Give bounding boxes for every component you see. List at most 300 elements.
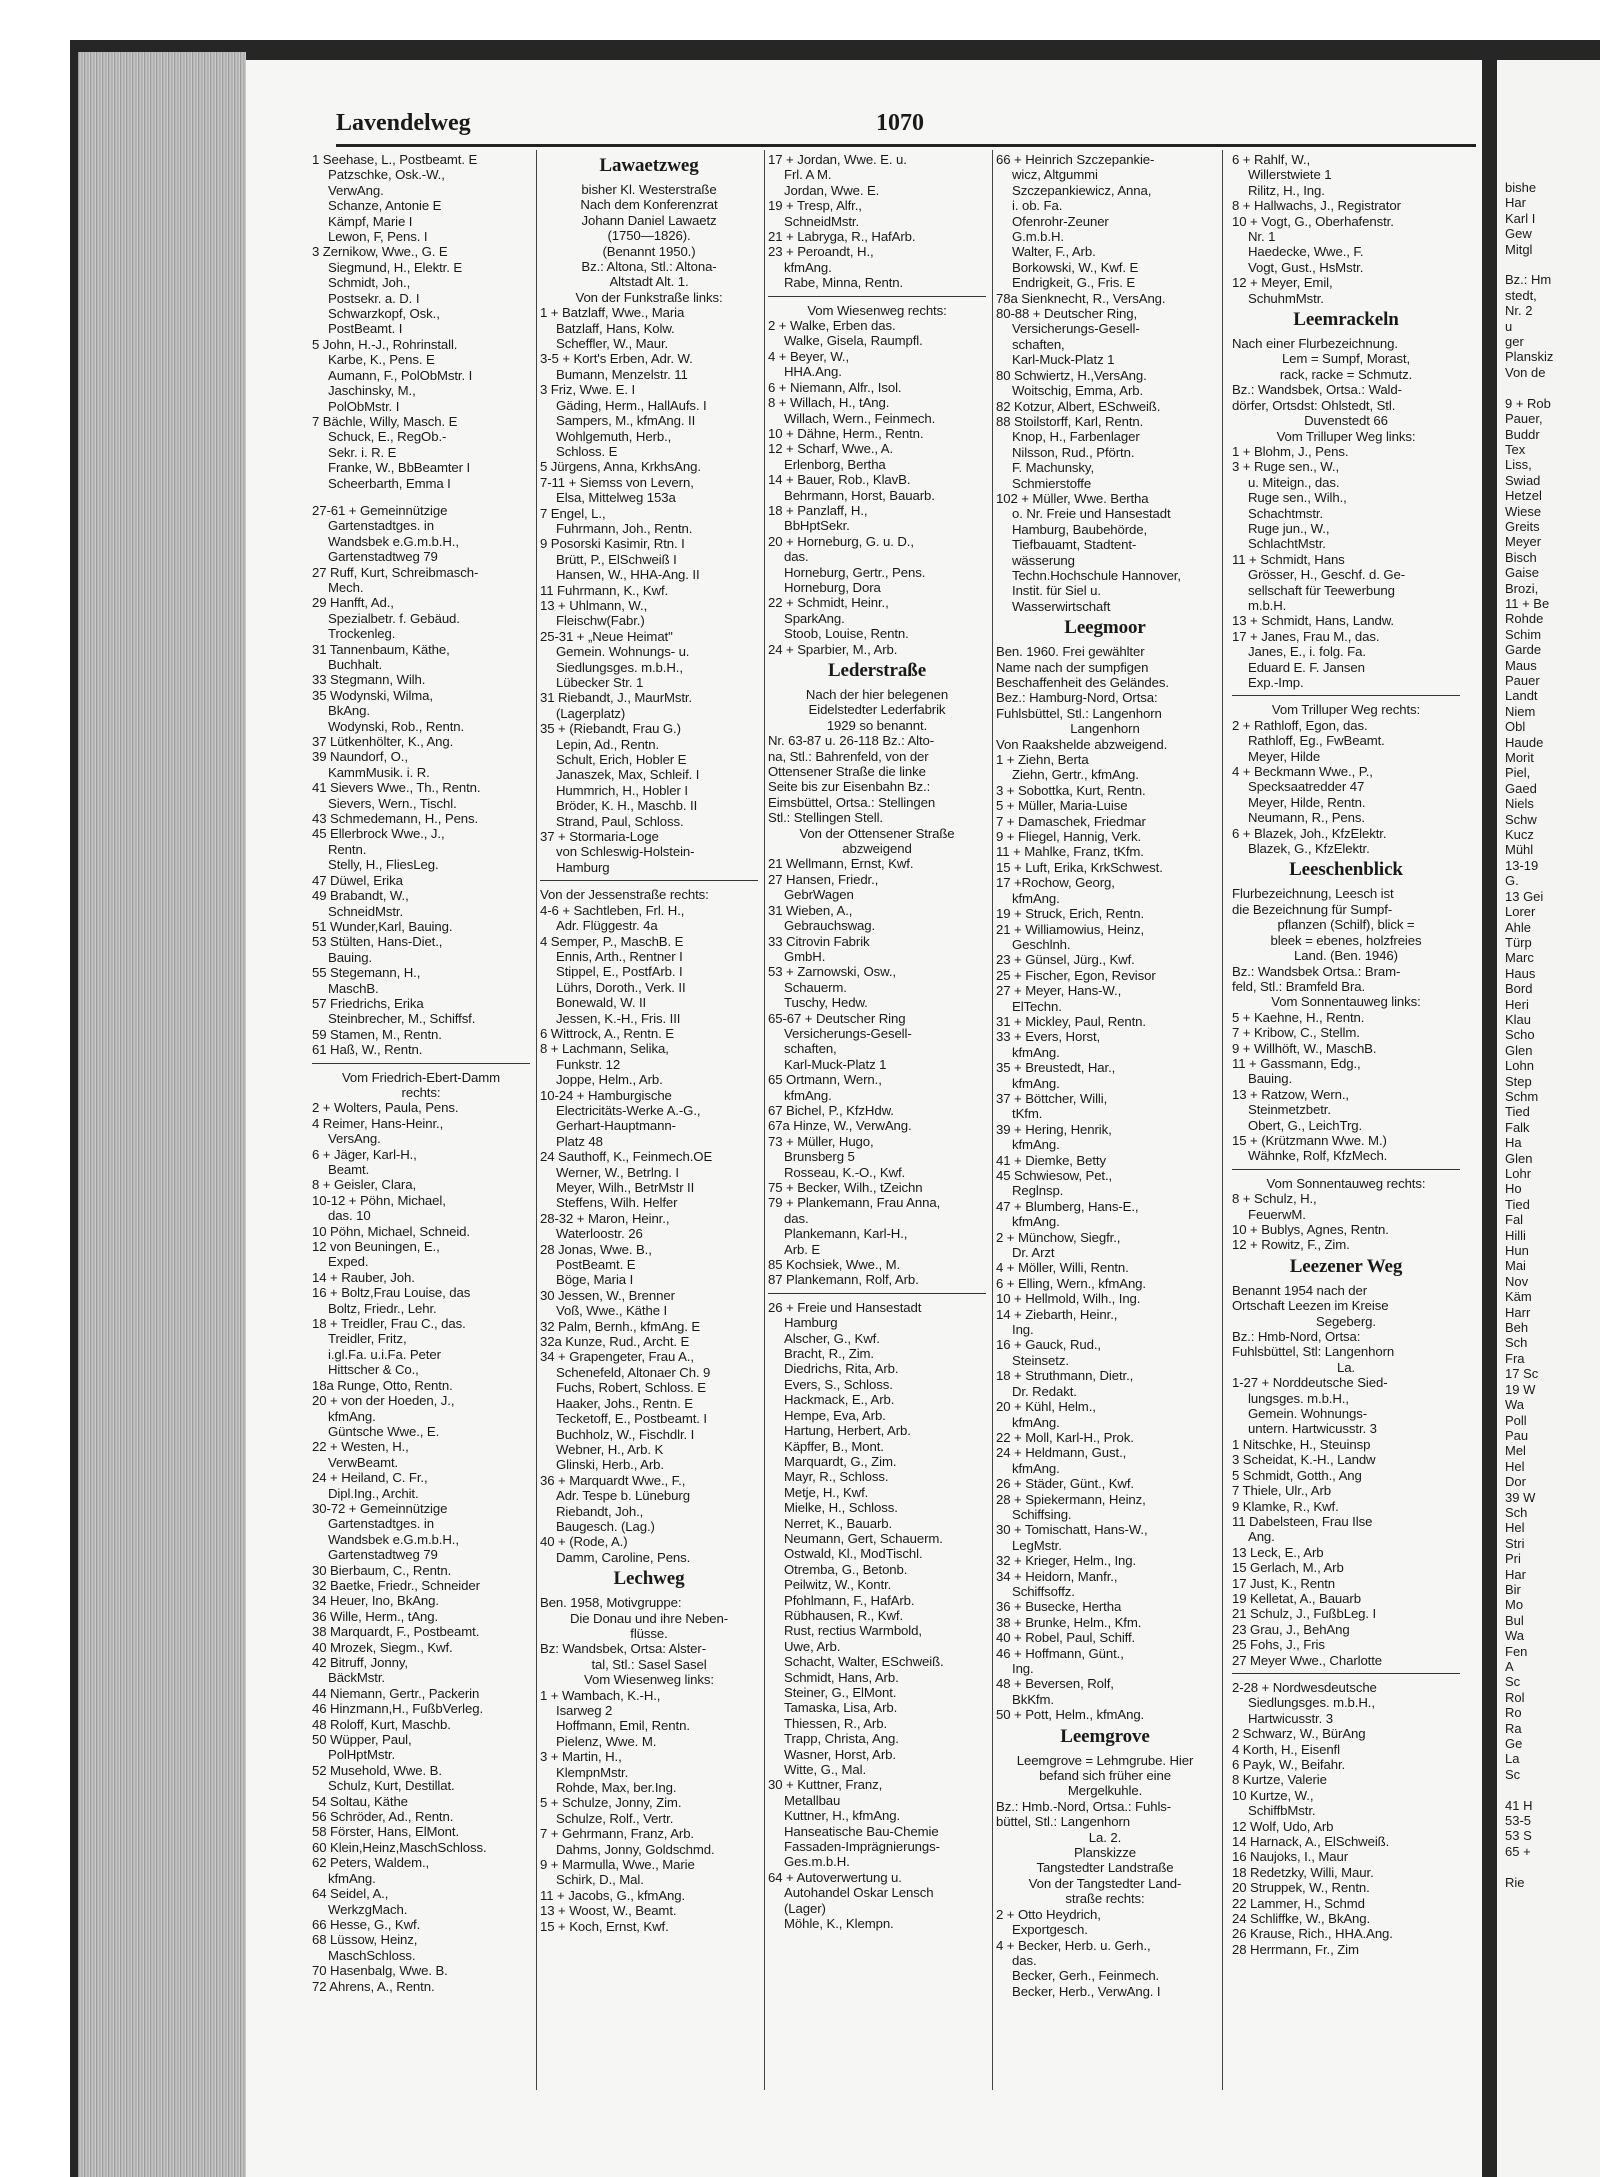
adjacent-fragment: Fal (1505, 1212, 1524, 1228)
resident-line: lungsges. m.b.H., (1248, 1390, 1349, 1406)
address-entry: 11 + Jacobs, G., kfmAng. (540, 1887, 686, 1903)
address-entry: 2 + Münchow, Siegfr., (996, 1229, 1121, 1245)
spacer (312, 491, 530, 503)
street-note: rechts: (401, 1084, 441, 1100)
adjacent-fragment: Greits (1505, 518, 1540, 534)
resident-line: Metallbau (784, 1792, 841, 1808)
address-entry: 13 + Woost, W., Beamt. (540, 1903, 677, 1919)
address-entry: 4 + Möller, Willi, Rentn. (996, 1260, 1129, 1276)
address-entry: 12 Wolf, Udo, Arb (1232, 1818, 1334, 1834)
address-entry: 11 + Mahlke, Franz, tKfm. (996, 844, 1144, 860)
street-note: 1929 so benannt. (826, 717, 928, 733)
resident-line: Meyer, Wilh., BetrMstr II (556, 1180, 695, 1195)
resident-line: Wasner, Horst, Arb. (784, 1746, 896, 1762)
adjacent-fragment: Hel (1505, 1520, 1525, 1536)
address-entry: 39 Naundorf, O., (312, 749, 408, 765)
adjacent-fragment: Von de (1505, 364, 1546, 380)
resident-line: Nr. 1 (1248, 229, 1276, 245)
resident-line: Janaszek, Max, Schleif. I (556, 767, 700, 783)
address-entry: Bz: Wandsbek, Ortsa: Alster- (540, 1641, 707, 1657)
adjacent-fragment: 53 S (1505, 1828, 1532, 1844)
resident-line: BkAng. (328, 703, 370, 719)
address-entry: 35 + Breustedt, Har., (996, 1060, 1116, 1076)
adjacent-fragment: Stri (1505, 1535, 1525, 1551)
resident-line: (Lagerplatz) (556, 705, 626, 721)
resident-line: Ennis, Arth., Rentner I (556, 948, 683, 964)
adjacent-fragment: 19 W (1505, 1381, 1536, 1397)
address-entry: 7-11 + Siemss von Levern, (540, 474, 694, 490)
address-entry: 18a Runge, Otto, Rentn. (312, 1377, 453, 1393)
resident-line: MaschSchloss. (328, 1947, 416, 1963)
resident-line: Scheffler, W., Maur. (556, 336, 669, 352)
resident-line: wässerung (1012, 552, 1075, 568)
resident-line: Adr. Tespe b. Lüneburg (556, 1488, 690, 1504)
resident-line: das. (784, 549, 809, 565)
resident-line: schaften, (784, 1041, 837, 1057)
resident-line: von Schleswig-Holstein- (556, 844, 695, 860)
adjacent-fragment: Bord (1505, 981, 1533, 997)
street-note: Mergelkuhle. (1067, 1783, 1143, 1799)
address-entry: 46 + Hoffmann, Günt., (996, 1645, 1124, 1661)
resident-line: Elsa, Mittelweg 153a (556, 490, 676, 506)
address-entry: 10-24 + Hamburgische (540, 1087, 672, 1103)
street-note: Nach dem Konferenzrat (580, 197, 718, 213)
adjacent-fragment: Nov (1505, 1273, 1529, 1289)
adjacent-fragment: La (1505, 1751, 1520, 1767)
resident-line: Schacht, Walter, ESchweiß. (784, 1654, 944, 1670)
adjacent-fragment: Pri (1505, 1551, 1521, 1567)
address-entry: 20 + Kühl, Helm., (996, 1399, 1096, 1415)
address-entry: 85 Kochsiek, Wwe., M. (768, 1257, 901, 1273)
address-entry: 13 Leck, E., Arb (1232, 1544, 1324, 1560)
address-entry: Bz.: Wandsbek, Ortsa.: Wald- (1232, 382, 1402, 398)
address-entry: 25-31 + „Neue Heimat" (540, 628, 673, 644)
resident-line: Otremba, G., Betonb. (784, 1561, 908, 1577)
address-entry: 35 Wodynski, Wilma, (312, 687, 433, 703)
resident-line: Hanseatische Bau-Chemie (784, 1823, 939, 1839)
adjacent-fragment: Haude (1505, 734, 1544, 750)
resident-line: Schulze, Rolf., Vertr. (556, 1810, 674, 1826)
adjacent-fragment: Lohr (1505, 1166, 1532, 1181)
resident-line: kfmAng. (1012, 1460, 1060, 1476)
street-note: Vom Sonnentauweg links: (1271, 994, 1421, 1010)
directory-column-2 (540, 152, 758, 1934)
address-entry: 80-88 + Deutscher Ring, (996, 306, 1138, 322)
address-entry: 2 + Wolters, Paula, Pens. (312, 1100, 459, 1116)
adjacent-fragment: Step (1505, 1073, 1532, 1089)
address-entry: 44 Niemann, Gertr., Packerin (312, 1685, 480, 1701)
address-entry: 53 + Zarnowski, Osw., (768, 964, 896, 980)
resident-line: Arb. E (784, 1241, 821, 1257)
section-rule (768, 1293, 986, 1294)
resident-line: Möhle, K., Klempn. (784, 1916, 894, 1932)
address-entry: 53 Stülten, Hans-Diet., (312, 934, 443, 950)
resident-line: kfmAng. (1012, 1075, 1060, 1091)
street-note: tal, Stl.: Sasel Sasel (591, 1656, 707, 1672)
resident-line: Platz 48 (556, 1133, 603, 1149)
address-entry: 8 + Schulz, H., (1232, 1191, 1317, 1207)
resident-line: Karl-Muck-Platz 1 (784, 1056, 887, 1072)
address-entry: 51 Wunder,Karl, Bauing. (312, 918, 453, 934)
resident-line: Webner, H., Arb. K (556, 1441, 664, 1457)
address-entry: 72 Ahrens, A., Rentn. (312, 1978, 435, 1994)
address-entry: 65 Ortmann, Wern., (768, 1072, 882, 1088)
address-entry: 21 Wellmann, Ernst, Kwf. (768, 856, 914, 872)
resident-line: SchlachtMstr. (1248, 536, 1326, 552)
address-entry: 66 + Heinrich Szczepankie- (996, 152, 1155, 167)
address-entry: 13 + Ratzow, Wern., (1232, 1086, 1349, 1102)
resident-line: Schachtmstr. (1248, 505, 1324, 521)
resident-line: Wandsbek e.G.m.b.H., (328, 1531, 459, 1547)
resident-line: Electricitäts-Werke A.-G., (556, 1102, 701, 1118)
adjacent-fragment: Bisch (1505, 549, 1537, 565)
address-entry: 1 + Wambach, K.-H., (540, 1687, 661, 1703)
directory-column-1 (312, 152, 530, 1994)
adjacent-fragment: Poll (1505, 1412, 1527, 1428)
adjacent-fragment: Sch (1505, 1504, 1528, 1520)
adjacent-fragment: ger (1505, 334, 1524, 350)
street-note: Johann Daniel Lawaetz (581, 212, 717, 228)
address-entry: 10 + Bublys, Agnes, Rentn. (1232, 1222, 1389, 1237)
address-entry: die Bezeichnung für Sumpf- (1232, 901, 1393, 917)
resident-line: Dr. Redakt. (1012, 1383, 1077, 1399)
adjacent-fragment: Gaise (1505, 565, 1539, 581)
address-entry: 33 Citrovin Fabrik (768, 933, 870, 949)
address-entry: 48 + Beversen, Rolf, (996, 1676, 1114, 1692)
address-entry: 5 + Müller, Maria-Luise (996, 798, 1128, 814)
resident-line: Behrmann, Horst, Bauarb. (784, 487, 935, 503)
resident-line: Ziehn, Gertr., kfmAng. (1012, 767, 1139, 783)
street-note: Duvenstedt 66 (1304, 413, 1388, 429)
address-entry: 4 + Beckmann Wwe., P., (1232, 764, 1373, 780)
resident-line: BäckMstr. (328, 1670, 385, 1686)
address-entry: 30 + Kuttner, Franz, (768, 1777, 883, 1793)
address-entry: 17 +Rochow, Georg, (996, 875, 1115, 891)
adjacent-page-text (1505, 180, 1553, 1890)
street-note: (Benannt 1950.) (602, 243, 696, 259)
resident-line: Güntsche Wwe., E. (328, 1423, 440, 1439)
resident-line: Jessen, K.-H., Fris. III (556, 1010, 681, 1026)
resident-line: Kuttner, H., kfmAng. (784, 1808, 901, 1824)
address-entry: 9 + Fliegel, Hannig, Verk. (996, 829, 1142, 845)
address-entry: 14 + Bauer, Rob., KlavB. (768, 472, 911, 488)
address-entry: 15 + Koch, Ernst, Kwf. (540, 1918, 669, 1934)
resident-line: kfmAng. (328, 1408, 376, 1424)
address-entry: 21 + Labryga, R., HafArb. (768, 229, 916, 245)
adjacent-fragment: Sc (1505, 1674, 1521, 1690)
resident-line: Schmidt, Joh., (328, 275, 411, 291)
resident-line: Sampers, M., kfmAng. II (556, 413, 696, 429)
resident-line: Rohde, Max, ber.Ing. (556, 1780, 677, 1796)
resident-line: Versicherungs-Gesell- (784, 1025, 912, 1041)
resident-line: SchuhmMstr. (1248, 290, 1324, 306)
address-entry: 37 + Böttcher, Willi, (996, 1090, 1108, 1106)
resident-line: KammMusik. i. R. (328, 764, 430, 780)
adjacent-fragment: Tied (1505, 1104, 1530, 1120)
address-entry: 19 + Struck, Erich, Rentn. (996, 906, 1145, 922)
street-note: Leemgrove = Lehmgrube. Hier (1016, 1752, 1194, 1768)
resident-line: Meyer, Hilde (1248, 748, 1321, 764)
resident-line: PolObMstr. I (328, 398, 400, 414)
resident-line: Franke, W., BbBeamter I (328, 460, 471, 476)
resident-line: Steinsetz. (1012, 1352, 1069, 1368)
street-note: rack, racke = Schmutz. (1279, 366, 1413, 382)
resident-line: Rathloff, Eg., FwBeamt. (1248, 733, 1385, 749)
resident-line: Sievers, Wern., Tischl. (328, 795, 457, 811)
adjacent-fragment: Ro (1505, 1705, 1522, 1721)
resident-line: Blazek, G., KfzElektr. (1248, 841, 1370, 857)
street-note: Vom Sonnentauweg rechts: (1266, 1175, 1426, 1191)
address-entry: 39 + Hering, Henrik, (996, 1121, 1112, 1137)
resident-line: Gemein. Wohnungs- u. (556, 644, 690, 660)
address-entry: 7 + Gehrmann, Franz, Arb. (540, 1826, 694, 1842)
resident-line: Gartenstadtweg 79 (328, 1547, 438, 1563)
resident-line: Becker, Herb., VerwAng. I (1012, 1983, 1161, 1999)
adjacent-fragment: Niem (1505, 703, 1536, 719)
resident-line: Gartenstadtges. in (328, 518, 434, 534)
street-note: Vom Trilluper Weg links: (1276, 428, 1416, 444)
address-entry: 14 Harnack, A., ElSchweiß. (1232, 1834, 1390, 1850)
adjacent-fragment: Klau (1505, 1011, 1532, 1027)
address-entry: 7 Thiele, Ulr., Arb (1232, 1483, 1332, 1499)
adjacent-fragment: Dor (1505, 1474, 1526, 1490)
resident-line: Bracht, R., Zim. (784, 1346, 874, 1362)
header-rule (336, 144, 1476, 147)
adjacent-fragment: Mühl (1505, 842, 1534, 858)
resident-line: Neumann, Gert, Schauerm. (784, 1530, 943, 1546)
address-entry: 24 Schliffke, W., BkAng. (1232, 1911, 1371, 1927)
adjacent-fragment: Bz.: Hm (1505, 272, 1552, 288)
resident-line: KlempnMstr. (556, 1764, 629, 1780)
resident-line: Reglnsp. (1012, 1183, 1064, 1199)
resident-line: kfmAng. (784, 1087, 832, 1103)
address-entry: Seite bis zur Eisenbahn Bz.: (768, 779, 931, 795)
address-entry: 26 + Freie und Hansestadt (768, 1299, 922, 1315)
address-entry: 4 Semper, P., MaschB. E (540, 933, 684, 949)
resident-line: VerwAng. (328, 182, 384, 198)
address-entry: 12 + Rowitz, F., Zim. (1232, 1237, 1350, 1253)
resident-line: Knop, H., Farbenlager (1012, 429, 1140, 445)
address-entry: 50 + Pott, Helm., kfmAng. (996, 1707, 1145, 1723)
resident-line: Schuck, E., RegOb.- (328, 429, 447, 445)
resident-line: Siedlungsges. m.b.H., (1248, 1695, 1375, 1711)
street-note: pflanzen (Schilf), blick = (1277, 917, 1415, 933)
resident-line: kfmAng. (328, 1870, 376, 1886)
address-entry: 11 + Schmidt, Hans (1232, 551, 1345, 567)
resident-line: tKfm. (1012, 1106, 1043, 1122)
adjacent-fragment: Harr (1505, 1304, 1531, 1320)
address-entry: 38 + Brunke, Helm., Kfm. (996, 1614, 1142, 1630)
adjacent-fragment: 13-19 (1505, 857, 1539, 873)
address-entry: 6 Wittrock, A., Rentn. E (540, 1025, 674, 1041)
address-entry: 54 Soltau, Käthe (312, 1793, 408, 1809)
resident-line: Horneburg, Dora (784, 579, 881, 595)
address-entry: 9 + Marmulla, Wwe., Marie (540, 1857, 695, 1873)
directory-column-3 (768, 152, 986, 1932)
address-entry: 26 Krause, Rich., HHA.Ang. (1232, 1926, 1393, 1942)
address-entry: 7 + Kribow, C., Stellm. (1232, 1025, 1360, 1041)
address-entry: 24 + Sparbier, M., Arb. (768, 641, 898, 657)
address-entry: 31 + Mickley, Paul, Rentn. (996, 1013, 1146, 1029)
resident-line: Hackmack, E., Arb. (784, 1392, 895, 1408)
address-entry: 15 Gerlach, M., Arb (1232, 1560, 1344, 1576)
address-entry: 24 + Heldmann, Gust., (996, 1445, 1127, 1461)
resident-line: Aumann, F., PolObMstr. I (328, 367, 473, 383)
address-entry: 20 + von der Hoeden, J., (312, 1393, 455, 1409)
address-entry: 6 + Rahlf, W., (1232, 152, 1311, 167)
address-entry: 18 + Panzlaff, H., (768, 502, 868, 518)
resident-line: Ofenrohr-Zeuner (1012, 213, 1109, 229)
resident-line: o. Nr. Freie und Hansestadt (1012, 506, 1171, 522)
address-entry: 4 Reimer, Hans-Heinr., (312, 1115, 444, 1131)
adjacent-fragment: Tex (1505, 441, 1526, 457)
resident-line: Dr. Arzt (1012, 1245, 1055, 1261)
resident-line: Lübecker Str. 1 (556, 675, 644, 690)
adjacent-fragment: Hel (1505, 1458, 1525, 1474)
resident-line: Brütt, P., ElSchweiß I (556, 551, 677, 567)
resident-line: Lewon, F, Pens. I (328, 229, 428, 245)
address-entry: 7 Engel, L., (540, 505, 606, 521)
adjacent-fragment: Fen (1505, 1643, 1528, 1659)
adjacent-fragment: Morit (1505, 750, 1534, 766)
address-entry: 47 + Blumberg, Hans-E., (996, 1198, 1139, 1214)
resident-line: Wohlgemuth, Herb., (556, 428, 672, 444)
address-entry: 20 Struppek, W., Rentn. (1232, 1880, 1370, 1896)
resident-line: Plankemann, Karl-H., (784, 1226, 908, 1242)
address-entry: 22 + Moll, Karl-H., Prok. (996, 1429, 1134, 1445)
resident-line: Meyer, Hilde, Rentn. (1248, 794, 1366, 810)
resident-line: Isarweg 2 (556, 1703, 613, 1718)
address-entry: 6 + Jäger, Karl-H., (312, 1146, 417, 1162)
address-entry: 30 Bierbaum, C., Rentn. (312, 1562, 452, 1578)
adjacent-fragment: 39 W (1505, 1489, 1536, 1505)
page-number: 1070 (876, 110, 924, 136)
adjacent-fragment: 11 + Be (1505, 595, 1550, 611)
resident-line: sellschaft für Teewerbung (1248, 582, 1395, 598)
resident-line: BkKfm. (1012, 1691, 1054, 1707)
address-entry: 6 Payk, W., Beifahr. (1232, 1757, 1346, 1772)
street-note: Vom Friedrich-Ebert-Damm (341, 1069, 501, 1085)
address-entry: 30 + Tomischatt, Hans-W., (996, 1522, 1148, 1538)
adjacent-fragment: Ahle (1505, 919, 1532, 935)
address-entry: 68 Lüssow, Heinz, (312, 1932, 418, 1948)
address-entry: 45 Ellerbrock Wwe., J., (312, 826, 445, 842)
adjacent-fragment: Haus (1505, 965, 1536, 981)
resident-line: Strand, Paul, Schloss. (556, 813, 684, 829)
resident-line: Schanze, Antonie E (328, 198, 442, 214)
adjacent-fragment: Obl (1505, 719, 1526, 735)
street-heading: Leemrackeln (1293, 309, 1399, 331)
adjacent-fragment: Mitgl (1505, 241, 1533, 257)
address-entry: Ortschaft Leezen im Kreise (1232, 1298, 1389, 1314)
address-entry: 23 + Günsel, Jürg., Kwf. (996, 952, 1135, 968)
resident-line: Hittscher & Co., (328, 1362, 419, 1378)
address-entry: 28 Herrmann, Fr., Zim (1232, 1941, 1359, 1957)
address-entry: 2 + Rathloff, Egon, das. (1232, 717, 1368, 733)
resident-line: Lührs, Doroth., Verk. II (556, 979, 686, 995)
resident-line: Evers, S., Schloss. (784, 1376, 893, 1392)
address-entry: 60 Klein,Heinz,MaschSchloss. (312, 1839, 487, 1855)
resident-line: GmbH. (784, 948, 826, 964)
resident-line: Hamburg, Baubehörde, (1012, 521, 1148, 537)
resident-line: WerkzgMach. (328, 1901, 408, 1917)
address-entry: 5 + Kaehne, H., Rentn. (1232, 1009, 1365, 1025)
resident-line: Gebrauchswag. (784, 918, 876, 934)
resident-line: Trockenleg. (328, 626, 396, 642)
address-entry: 2 + Otto Heydrich, (996, 1906, 1101, 1922)
address-entry: 67 Bichel, P., KfzHdw. (768, 1102, 894, 1118)
address-entry: 43 Schmedemann, H., Pens. (312, 811, 479, 827)
resident-line: Schmierstoffe (1012, 475, 1092, 491)
resident-line: F. Machunsky, (1012, 460, 1095, 476)
adjacent-fragment: Maus (1505, 657, 1537, 673)
resident-line: Steffens, Wilh. Helfer (556, 1195, 678, 1211)
address-entry: 10 + Dähne, Herm., Rentn. (768, 425, 924, 441)
resident-line: Schenefeld, Altonaer Ch. 9 (556, 1364, 711, 1380)
adjacent-fragment: Meyer (1505, 534, 1542, 550)
address-entry: Von Raakshelde abzweigend. (996, 736, 1168, 752)
resident-line: Gäding, Herm., HallAufs. I (556, 397, 707, 413)
resident-line: Damm, Caroline, Pens. (556, 1549, 691, 1565)
address-entry: Bz.: Hmb-Nord, Ortsa: (1232, 1329, 1361, 1345)
street-note: Von der Ottensener Straße (799, 825, 955, 841)
resident-line: Tecketoff, E., Postbeamt. I (556, 1411, 707, 1427)
adjacent-fragment: 65 + (1505, 1843, 1531, 1859)
resident-line: Fassaden-Imprägnierungs- (784, 1839, 940, 1855)
address-entry: 73 + Müller, Hugo, (768, 1133, 874, 1149)
address-entry: 10-12 + Pöhn, Michael, (312, 1192, 446, 1208)
resident-line: Haaker, Johs., Rentn. E (556, 1395, 693, 1411)
address-entry: Nach einer Flurbezeichnung. (1232, 336, 1398, 352)
adjacent-fragment: G. (1505, 873, 1519, 889)
adjacent-fragment: Pauer, (1505, 411, 1543, 427)
address-entry: 1 + Blohm, J., Pens. (1232, 443, 1349, 459)
resident-line: Uwe, Arb. (784, 1638, 841, 1654)
resident-line: Bauing. (1248, 1071, 1293, 1087)
resident-line: Schulz, Kurt, Destillat. (328, 1778, 455, 1794)
adjacent-fragment (1505, 1859, 1553, 1874)
resident-line: Marquardt, G., Zim. (784, 1453, 897, 1469)
address-entry: 3 + Martin, H., (540, 1749, 622, 1765)
adjacent-fragment: Ho (1505, 1181, 1522, 1197)
address-entry: 5 Schmidt, Gotth., Ang (1232, 1467, 1362, 1483)
address-entry: 19 + Tresp, Alfr., (768, 198, 862, 214)
street-note: Planskizze (1073, 1845, 1137, 1861)
adjacent-fragment: Mel (1505, 1443, 1526, 1459)
address-entry: 20 + Horneburg, G. u. D., (768, 533, 914, 549)
address-entry: 59 Stamen, M., Rentn. (312, 1026, 442, 1042)
section-rule (1232, 1169, 1460, 1170)
address-entry: 30-72 + Gemeinnützige (312, 1500, 448, 1516)
street-note: La. 2. (1088, 1829, 1122, 1845)
adjacent-fragment: Mo (1505, 1597, 1524, 1613)
adjacent-fragment: 9 + Rob (1505, 395, 1551, 411)
street-heading: Lederstraße (827, 660, 927, 681)
adjacent-fragment: Rol (1505, 1689, 1525, 1705)
resident-line: Mielke, H., Schloss. (784, 1500, 898, 1516)
resident-line: Mech. (328, 579, 364, 595)
adjacent-fragment: Lorer (1505, 904, 1536, 920)
column-divider (764, 150, 765, 2090)
resident-line: Fuhrmann, Joh., Rentn. (556, 520, 693, 536)
address-entry: 12 + Meyer, Emil, (1232, 275, 1333, 291)
resident-line: GebrWagen (784, 887, 854, 903)
adjacent-fragment: Garde (1505, 642, 1542, 658)
resident-line: BbHptSekr. (784, 518, 850, 534)
address-entry: 24 + Heiland, C. Fr., (312, 1470, 428, 1486)
resident-line: Walke, Gisela, Raumpfl. (784, 333, 923, 349)
resident-line: Frl. A M. (784, 167, 832, 183)
